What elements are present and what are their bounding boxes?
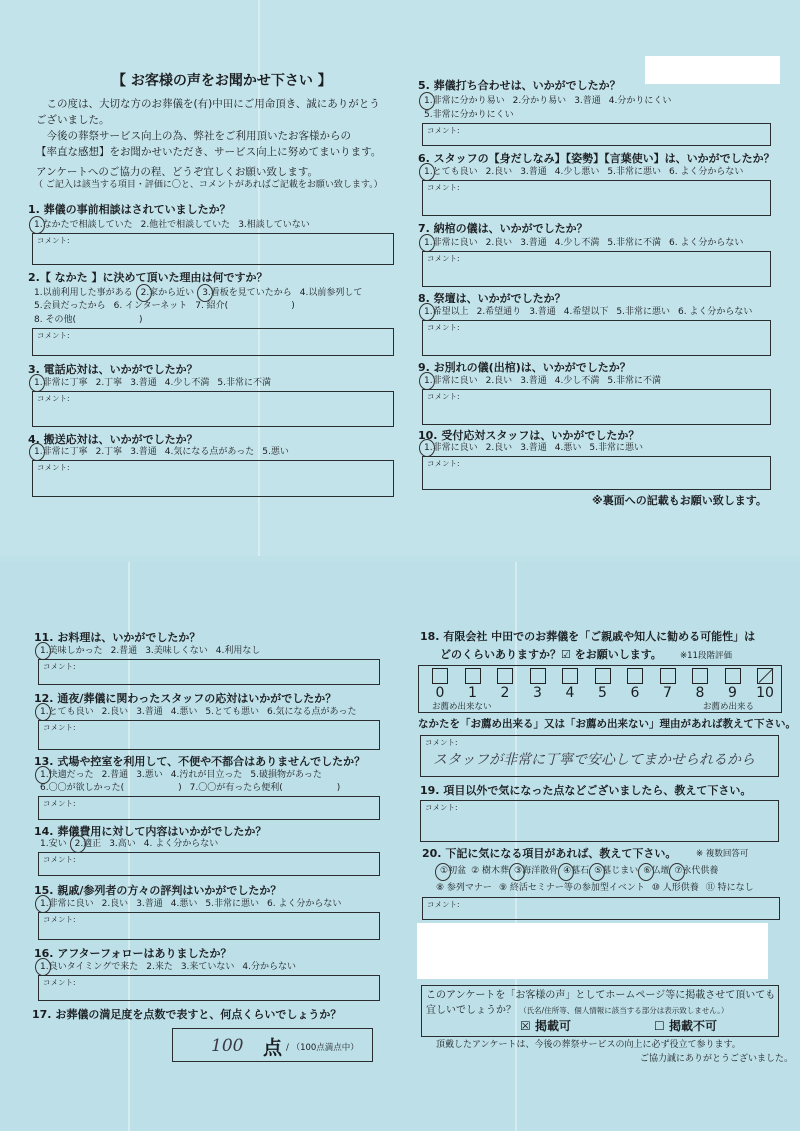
question-10-comment-box[interactable] [422, 456, 771, 490]
answer-option[interactable]: 3.高い [109, 839, 136, 849]
checkbox-icon: ☐ [654, 1019, 665, 1033]
scale-number: 1 [468, 685, 477, 701]
answer-option[interactable]: 1.安い [40, 839, 67, 849]
intro-line: ございました。 [36, 114, 110, 126]
answer-option[interactable]: 2.良い [485, 443, 513, 453]
answer-option[interactable]: 6. よく分からない [668, 238, 744, 248]
checked-box-icon [757, 668, 773, 684]
answer-option[interactable]: 4.以前参列して [299, 288, 363, 298]
intro-line: アンケートへのご協力の程、どうぞ宜しくお願い致します。 [36, 166, 319, 178]
question-4-options [34, 446, 390, 458]
reason-prompt: なかたを「お薦め出来る」又は「お薦め出来ない」理由があれば教えて下さい。 [418, 718, 796, 730]
answer-option[interactable]: 1.非常に良い [40, 899, 94, 909]
scale-option-7[interactable] [653, 668, 683, 701]
answer-option[interactable]: 6.〇〇が欲しかった( ) [40, 783, 182, 793]
question-12-title: 12. 通夜/葬儀に関わったスタッフの応対はいかがでしたか？ [34, 692, 337, 705]
comment-label: コメント: [427, 183, 460, 192]
scale-option-0[interactable] [425, 668, 455, 701]
comment-label: コメント: [37, 463, 70, 472]
answer-option[interactable]: 4.気になる点があった [164, 447, 255, 457]
answer-option[interactable]: 3.看板を見ていたから [202, 288, 292, 298]
answer-option[interactable]: 1.非常に良い [424, 238, 478, 248]
checkbox-icon [530, 668, 546, 684]
question-19-title: 19. 項目以外で気になった点などございましたら、教えて下さい。 [420, 784, 752, 797]
interest-item[interactable]: ⑤墓じまい [594, 866, 639, 876]
question-7-title: 7. 納棺の儀は、いかがでしたか？ [418, 222, 588, 235]
question-16-options [40, 961, 376, 973]
score-unit: 点 [263, 1037, 283, 1059]
answer-option[interactable]: 5.非常に不満 [607, 238, 661, 248]
comment-label: コメント: [37, 236, 70, 245]
scale-option-2[interactable] [490, 668, 520, 701]
handwritten-comment: スタッフが非常に丁寧で安心してまかせられるから [433, 752, 755, 768]
question-13-options [40, 782, 376, 794]
scale-number: 7 [663, 685, 672, 701]
answer-option[interactable]: 3.普通 [130, 378, 157, 388]
answer-option[interactable]: 6. よく分からない [677, 307, 753, 317]
comment-label: コメント: [43, 978, 76, 987]
answer-option[interactable]: 6. よく分からない [668, 167, 744, 177]
interest-item[interactable]: ⑨ 終活セミナー等の参加型イベント [498, 883, 645, 893]
score-value: 100 [211, 1036, 244, 1056]
answer-option[interactable]: 4.悪い [170, 899, 198, 909]
answer-option[interactable]: 2.分かり易い [512, 96, 567, 106]
answer-option[interactable]: 2.普通 [101, 770, 129, 780]
question-5-title: 5. 葬儀打ち合わせは、いかがでしたか？ [418, 79, 621, 92]
answer-option[interactable]: 5.非常に悪い [589, 443, 643, 453]
answer-option[interactable]: 5.非常に分かりにくい [424, 110, 514, 120]
answer-option[interactable]: 5.破損物があった [250, 770, 322, 780]
answer-option[interactable]: 2.適正 [74, 839, 102, 849]
question-6-options [424, 166, 767, 178]
answer-option[interactable]: 4.悪い [554, 443, 582, 453]
question-18-title: 18. 有限会社 中田でのお葬儀を「ご親戚や知人に勧める可能性」は [420, 630, 756, 643]
scale-number: 10 [756, 685, 774, 701]
interest-item[interactable]: ①初盆 [440, 866, 467, 876]
answer-option[interactable]: 5.非常に悪い [205, 899, 259, 909]
multi-answer-note: ※ 複数回答可 [696, 849, 749, 859]
interest-item[interactable]: ⑥仏壇 [643, 866, 670, 876]
question-12-comment-box[interactable] [38, 720, 380, 750]
question-7-comment-box[interactable] [422, 251, 771, 287]
answer-option[interactable]: 3.相談していない [238, 220, 310, 230]
answer-option[interactable]: 5.とても悪い [205, 707, 259, 717]
answer-option[interactable]: 1.非常に良い [424, 376, 478, 386]
interest-items-row-1 [440, 865, 723, 877]
question-8-title: 8. 祭壇は、いかがでしたか？ [418, 292, 566, 305]
allow-label: 掲載可 [534, 1019, 571, 1033]
question-9-options [424, 375, 767, 387]
footer-line-1: 頂戴したアンケートは、今後の葬祭サービスの向上に必ず役立て参ります。 [436, 1040, 741, 1050]
scale-option-1[interactable] [458, 668, 488, 701]
intro-line: この度は、大切な方のお葬儀を(有)中田にご用命頂き、誠にありがとう [36, 98, 380, 110]
answer-option[interactable]: 1.以前利用した事がある [34, 288, 133, 298]
answer-option[interactable]: 4.希望以下 [563, 307, 609, 317]
scale-note: ※11段階評価 [680, 651, 732, 661]
question-1-title: 1. 葬儀の事前相談はされていましたか？ [28, 203, 231, 216]
q20-comment-box[interactable] [422, 897, 780, 920]
page-title: 【 お客様の声をお聞かせ下さい 】 [112, 73, 332, 89]
interest-item[interactable]: ③海洋散骨 [514, 866, 559, 876]
scale-option-6[interactable] [620, 668, 650, 701]
question-14-comment-box[interactable] [38, 852, 380, 876]
answer-option[interactable]: 3.普通 [136, 899, 163, 909]
question-2-options [34, 300, 390, 326]
answer-option[interactable]: 6. よく分からない [266, 899, 342, 909]
redaction-box [417, 923, 768, 979]
checkbox-icon [595, 668, 611, 684]
answer-option[interactable]: 4.少し不満 [164, 378, 210, 388]
redaction-box [645, 56, 780, 84]
scale-option-3[interactable] [523, 668, 553, 701]
checkbox-icon [562, 668, 578, 684]
comment-label: コメント: [43, 723, 76, 732]
comment-label: コメント: [43, 799, 76, 808]
question-13-title: 13. 式場や控室を利用して、不便や不都合はありませんでしたか？ [34, 755, 366, 768]
consent-line: 宜しいでしょうか？ [426, 1005, 516, 1016]
answer-option[interactable]: 5.非常に不満 [607, 376, 661, 386]
deny-label: 掲載不可 [668, 1019, 717, 1033]
answer-option[interactable]: 4.分からない [242, 962, 297, 972]
question-15-options [40, 898, 376, 910]
scale-number: 8 [695, 685, 705, 701]
answer-option[interactable]: 4.少し不満 [554, 376, 600, 386]
answer-option[interactable]: 5.会員だったから [34, 301, 106, 311]
question-9-comment-box[interactable] [422, 389, 771, 425]
answer-option[interactable]: 1.とても良い [40, 707, 94, 717]
checkbox-icon [497, 668, 513, 684]
answer-option[interactable]: 1.非常に丁寧 [34, 447, 88, 457]
deny-publish-checkbox[interactable] [654, 1019, 717, 1034]
question-14-title: 14. 葬儀費用に対して内容はいかがでしたか？ [34, 825, 267, 838]
question-11-comment-box[interactable] [38, 659, 380, 685]
allow-publish-checkbox[interactable] [520, 1019, 571, 1034]
question-11-title: 11. お料理は、いかがでしたか？ [34, 631, 201, 644]
comment-label: コメント: [37, 331, 70, 340]
question-2-options [34, 287, 390, 299]
answer-option[interactable]: 3.悪い [136, 770, 163, 780]
answer-option[interactable]: 5.非常に悪い [607, 167, 661, 177]
question-15-title: 15. 親戚/参列者の方々の評判はいかがでしたか？ [34, 884, 282, 897]
answer-option[interactable]: 3.普通 [520, 443, 547, 453]
answer-option[interactable]: 7.〇〇が有ったら便利( ) [189, 783, 341, 793]
answer-option[interactable]: 1.良いタイミングで来た [40, 962, 139, 972]
answer-option[interactable]: 1.なかたで相談していた [34, 220, 133, 230]
scale-option-10[interactable] [750, 668, 780, 701]
q19-comment-box[interactable] [420, 800, 779, 842]
interest-items-row-2 [436, 882, 761, 894]
interest-item[interactable]: ⑧ 参列マナー [436, 883, 492, 893]
consent-question: このアンケートを「お客様の声」としてホームページ等に掲載させて頂いても [426, 990, 776, 1001]
consent-question-2 [426, 1004, 728, 1017]
checkbox-icon [692, 668, 708, 684]
question-8-comment-box[interactable] [422, 320, 771, 356]
answer-option[interactable]: 3.普通 [574, 96, 601, 106]
answer-option[interactable]: 5.非常に不満 [217, 378, 271, 388]
answer-option[interactable]: 2.良い [485, 167, 513, 177]
comment-label: コメント: [43, 915, 76, 924]
question-3-comment-box[interactable] [32, 391, 394, 427]
question-16-title: 16. アフターフォローはありましたか？ [34, 947, 232, 960]
answer-option[interactable]: 4.少し不満 [554, 238, 600, 248]
interest-item[interactable]: ④墓石 [563, 866, 590, 876]
question-12-options [40, 706, 376, 718]
comment-label: コメント: [427, 126, 460, 135]
question-3-options [34, 377, 390, 389]
checkbox-icon [725, 668, 741, 684]
comment-label: コメント: [427, 323, 460, 332]
question-3-title: 3. 電話応対は、いかがでしたか？ [28, 363, 198, 376]
answer-option[interactable]: 1.美味しかった [40, 646, 103, 656]
answer-option[interactable]: 2.希望通り [476, 307, 522, 317]
footer-line-2: ご協力誠にありがとうございました。 [640, 1054, 794, 1064]
question-7-options [424, 237, 767, 249]
question-13-options [40, 769, 376, 781]
scale-high-label: お薦め出来る [703, 702, 755, 712]
question-9-title: 9. お別れの儀(出棺)は、いかがでしたか？ [418, 361, 631, 374]
question-6-comment-box[interactable] [422, 180, 771, 216]
question-17-title: 17. お葬儀の満足度を点数で表すと、何点くらいでしょうか？ [32, 1008, 342, 1021]
answer-option[interactable]: 4.利用なし [215, 646, 261, 656]
comment-label: コメント: [425, 803, 458, 812]
checkbox-icon [465, 668, 481, 684]
answer-option[interactable]: 3.普通 [529, 307, 556, 317]
question-20-title: 20. 下記に気になる項目があれば、教えて下さい。 [422, 847, 677, 860]
interest-item[interactable]: ⑦永代供養 [674, 866, 719, 876]
answer-option[interactable]: 2.来た [146, 962, 173, 972]
question-5-options [424, 95, 767, 121]
scale-option-8[interactable] [685, 668, 715, 701]
answer-option[interactable]: 3.普通 [520, 376, 547, 386]
answer-option[interactable]: 4. よく分からない [143, 839, 219, 849]
answer-option[interactable]: 3.美味しくない [145, 646, 208, 656]
question-1-comment-box[interactable] [32, 233, 394, 265]
comment-label: コメント: [37, 394, 70, 403]
answer-option[interactable]: 6.気になる点があった [266, 707, 357, 717]
answer-option[interactable]: 1.非常に丁寧 [34, 378, 88, 388]
scale-number: 0 [435, 685, 445, 701]
scale-option-4[interactable] [555, 668, 585, 701]
answer-option[interactable]: 2.丁寧 [95, 447, 123, 457]
answer-option[interactable]: 2.良い [101, 707, 129, 717]
interest-item[interactable]: ② 樹木葬 [471, 866, 510, 876]
question-1-options [34, 219, 390, 231]
answer-option[interactable]: 4.少し悪い [554, 167, 600, 177]
intro-line: 今後の葬祭サービス向上の為、弊社をご利用頂いたお客様からの [36, 130, 351, 142]
comment-label: コメント: [427, 900, 460, 909]
comment-label: コメント: [427, 459, 460, 468]
scale-number: 3 [533, 685, 542, 701]
answer-option[interactable]: 1.とても良い [424, 167, 478, 177]
comment-label: コメント: [425, 738, 458, 747]
answer-option[interactable]: 6. インターネット [113, 301, 188, 311]
question-10-options [424, 442, 767, 454]
q18-comment-box[interactable] [420, 735, 779, 777]
checkbox-icon [660, 668, 676, 684]
answer-option[interactable]: 8. その他( ) [34, 315, 143, 325]
scale-low-label: お薦め出来ない [432, 702, 492, 712]
answer-option[interactable]: 2.他社で相談していた [140, 220, 231, 230]
answer-option[interactable]: 3.普通 [520, 167, 547, 177]
comment-label: コメント: [427, 392, 460, 401]
question-15-comment-box[interactable] [38, 912, 380, 940]
checkbox-icon [627, 668, 643, 684]
question-4-title: 4. 搬送応対は、いかがでしたか？ [28, 433, 198, 446]
checkbox-icon [432, 668, 448, 684]
interest-item[interactable]: ⑪ 特になし [705, 883, 754, 893]
comment-label: コメント: [43, 662, 76, 671]
scale-number: 4 [565, 685, 575, 701]
answer-option[interactable]: 1.希望以上 [424, 307, 469, 317]
privacy-note: （氏名/住所等、個人情報に該当する部分は表示致しません。） [519, 1006, 729, 1015]
scale-number: 9 [728, 685, 737, 701]
question-6-title: 6. スタッフの【身だしなみ】【姿勢】【言葉使い】は、いかがでしたか？ [418, 152, 775, 165]
scale-number: 2 [500, 685, 510, 701]
score-max: / （100点満点中） [286, 1043, 359, 1053]
question-10-title: 10. 受付応対スタッフは、いかがでしたか？ [418, 429, 640, 442]
intro-line: 【率直な感想】をお聞かせいただき、サービス向上に努めてまいります。 [36, 146, 382, 158]
instruction-note: （ ご記入は該当する項目・評価に〇と、コメントがあればご記載をお願い致します。） [34, 180, 383, 190]
answer-option[interactable]: 4.悪い [170, 707, 198, 717]
consent-box [421, 985, 779, 1037]
answer-option[interactable]: 2.普通 [110, 646, 138, 656]
question-4-comment-box[interactable] [32, 460, 394, 497]
scale-option-5[interactable] [588, 668, 618, 701]
answer-option[interactable]: 1.非常に良い [424, 443, 478, 453]
answer-option[interactable]: 2.丁寧 [95, 378, 123, 388]
answer-option[interactable]: 4.分かりにくい [608, 96, 672, 106]
answer-option[interactable]: 5.悪い [262, 447, 289, 457]
question-8-options [424, 306, 767, 318]
answer-option[interactable]: 2.良い [485, 238, 513, 248]
answer-option[interactable]: 4.汚れが目立った [170, 770, 243, 780]
answer-option[interactable]: 2.良い [485, 376, 513, 386]
checked-box-icon: ☒ [520, 1019, 531, 1033]
question-14-options [40, 838, 376, 850]
scale-option-9[interactable] [718, 668, 748, 701]
answer-option[interactable]: 3.普通 [136, 707, 163, 717]
answer-option[interactable]: 1.非常に分かり易い [424, 96, 505, 106]
scale-number: 6 [630, 685, 640, 701]
answer-option[interactable]: 3.来ていない [180, 962, 235, 972]
question-2-comment-box[interactable] [32, 328, 394, 356]
score-field[interactable] [172, 1028, 373, 1062]
comment-label: コメント: [427, 254, 460, 263]
answer-option[interactable]: 3.普通 [520, 238, 547, 248]
intro-text [36, 96, 381, 180]
recommend-scale [425, 668, 780, 701]
interest-item[interactable]: ⑩ 人形供養 [651, 883, 699, 893]
question-18-subtitle: どのくらいありますか？☑ をお願いします。 [440, 648, 662, 661]
answer-option[interactable]: 7. 紹介( ) [195, 301, 295, 311]
question-11-options [40, 645, 376, 657]
comment-label: コメント: [43, 855, 76, 864]
answer-option[interactable]: 2.家から近い [140, 288, 195, 298]
question-16-comment-box[interactable] [38, 975, 380, 1001]
scale-number: 5 [598, 685, 607, 701]
answer-option[interactable]: 1.快適だった [40, 770, 94, 780]
question-5-comment-box[interactable] [422, 123, 771, 146]
answer-option[interactable]: 2.良い [101, 899, 129, 909]
question-2-title: 2.【 なかた 】に決めて頂いた理由は何ですか？ [28, 271, 268, 284]
answer-option[interactable]: 3.普通 [130, 447, 157, 457]
question-13-comment-box[interactable] [38, 796, 380, 820]
back-side-note: ※裏面への記載もお願い致します。 [592, 494, 767, 507]
answer-option[interactable]: 5.非常に悪い [616, 307, 670, 317]
